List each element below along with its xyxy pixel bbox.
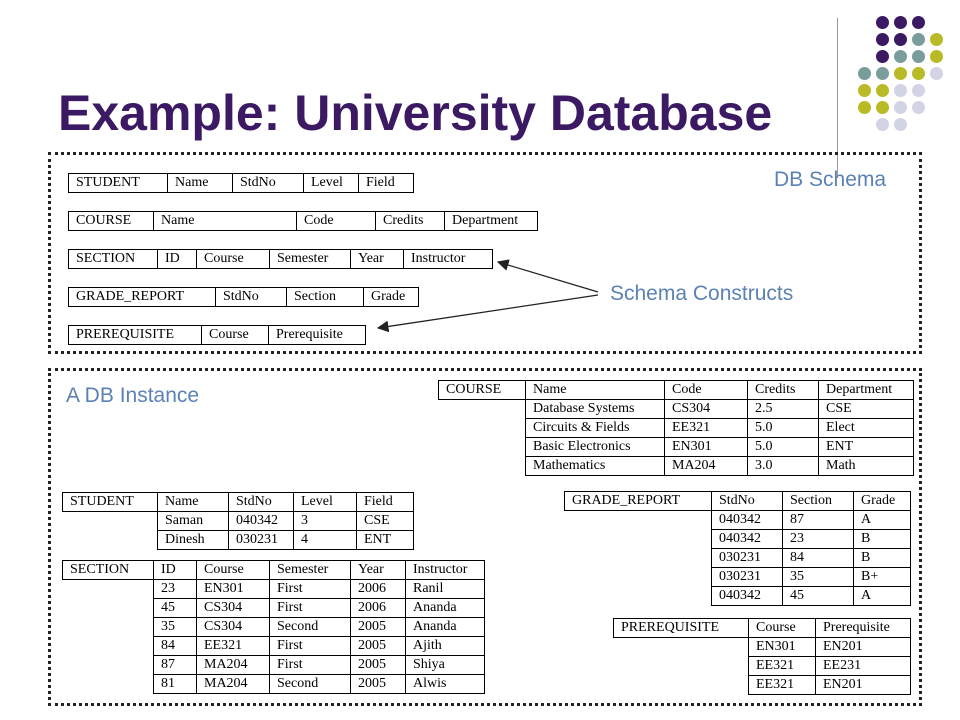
column-header: Year (351, 561, 406, 580)
schema-cell: PREREQUISITE (69, 326, 202, 345)
table-cell: 2006 (351, 599, 406, 618)
table-row (63, 675, 485, 694)
table-cell: EN201 (816, 638, 911, 657)
table-cell: EN301 (197, 580, 270, 599)
db-schema-label: DB Schema (774, 168, 887, 191)
table-cell: Shiya (406, 656, 485, 675)
table-cell: Second (270, 618, 351, 637)
table-row (63, 580, 485, 599)
instance-section-table (62, 560, 485, 694)
column-header: Field (357, 493, 414, 512)
table-header-row (63, 493, 414, 512)
table-cell: EE321 (749, 657, 816, 676)
table-row (63, 599, 485, 618)
table-cell: EE321 (749, 676, 816, 695)
table-cell: 5.0 (748, 419, 819, 438)
blank-cell (614, 638, 749, 657)
table-name: GRADE_REPORT (565, 492, 712, 511)
column-header: Grade (854, 492, 911, 511)
table-cell: Ananda (406, 618, 485, 637)
column-header: Code (665, 381, 748, 400)
table-row (439, 419, 914, 438)
column-header: Course (749, 619, 816, 638)
table-cell: Mathematics (526, 457, 665, 476)
table-name: COURSE (439, 381, 526, 400)
table-cell: CSE (357, 512, 414, 531)
table-cell: Ananda (406, 599, 485, 618)
table-cell: 3 (294, 512, 357, 531)
blank-cell (63, 637, 154, 656)
table-row (565, 549, 911, 568)
table-cell: 84 (154, 637, 197, 656)
db-instance-label: A DB Instance (66, 384, 200, 407)
table-cell: Database Systems (526, 400, 665, 419)
column-header: Department (819, 381, 914, 400)
table-row (63, 618, 485, 637)
table-cell: 2005 (351, 637, 406, 656)
instance-student-table (62, 492, 414, 550)
schema-cell: Name (168, 174, 233, 193)
instance-course-table (438, 380, 914, 476)
column-header: Name (526, 381, 665, 400)
table-cell: EN301 (749, 638, 816, 657)
table-cell: A (854, 511, 911, 530)
column-header: Credits (748, 381, 819, 400)
table-cell: EE231 (816, 657, 911, 676)
table-row (63, 531, 414, 550)
table-cell: Saman (158, 512, 229, 531)
table-cell: 030231 (712, 568, 783, 587)
blank-cell (439, 438, 526, 457)
table-cell: 23 (783, 530, 854, 549)
schema-cell: Field (359, 174, 414, 193)
blank-cell (63, 656, 154, 675)
table-cell: 45 (154, 599, 197, 618)
table-cell: 35 (154, 618, 197, 637)
table-cell: First (270, 580, 351, 599)
table-header-row (565, 492, 911, 511)
blank-cell (63, 512, 158, 531)
table-cell: 040342 (712, 530, 783, 549)
table-cell: 2.5 (748, 400, 819, 419)
table-cell: Alwis (406, 675, 485, 694)
column-header: StdNo (712, 492, 783, 511)
table-cell: A (854, 587, 911, 606)
schema-cell: Code (297, 212, 376, 231)
table-cell: ENT (357, 531, 414, 550)
schema-cell: Prerequisite (269, 326, 366, 345)
instance-prerequisite-table (613, 618, 911, 695)
table-cell: 4 (294, 531, 357, 550)
table-cell: B (854, 530, 911, 549)
table-row (565, 587, 911, 606)
slide-title: Example: University Database (58, 85, 773, 141)
table-header-row (439, 381, 914, 400)
schema-cell: Section (287, 288, 364, 307)
table-row (63, 637, 485, 656)
table-header-row (63, 561, 485, 580)
blank-cell (439, 400, 526, 419)
table-cell: Circuits & Fields (526, 419, 665, 438)
table-cell: Elect (819, 419, 914, 438)
schema-cell: StdNo (216, 288, 287, 307)
schema-cell: COURSE (69, 212, 154, 231)
blank-cell (565, 549, 712, 568)
schema-cell: Credits (376, 212, 445, 231)
instance-grade-report-table (564, 491, 911, 606)
blank-cell (439, 457, 526, 476)
table-cell: 030231 (229, 531, 294, 550)
blank-cell (614, 657, 749, 676)
table-cell: MA204 (665, 457, 748, 476)
table-cell: Ajith (406, 637, 485, 656)
table-cell: 35 (783, 568, 854, 587)
table-row (63, 656, 485, 675)
table-cell: EN201 (816, 676, 911, 695)
schema-cell: Course (197, 250, 270, 269)
table-cell: Second (270, 675, 351, 694)
table-row (565, 511, 911, 530)
table-row (565, 568, 911, 587)
blank-cell (565, 530, 712, 549)
table-cell: First (270, 656, 351, 675)
column-header: Instructor (406, 561, 485, 580)
table-cell: 3.0 (748, 457, 819, 476)
column-header: Course (197, 561, 270, 580)
arrow-to-section (498, 262, 598, 292)
table-cell: 2005 (351, 618, 406, 637)
schema-cell: SECTION (69, 250, 158, 269)
schema-cell: StdNo (233, 174, 304, 193)
blank-cell (565, 568, 712, 587)
schema-cell: Level (304, 174, 359, 193)
table-name: SECTION (63, 561, 154, 580)
table-cell: CS304 (665, 400, 748, 419)
table-cell: MA204 (197, 656, 270, 675)
blank-cell (63, 531, 158, 550)
blank-cell (63, 599, 154, 618)
schema-cell: GRADE_REPORT (69, 288, 216, 307)
table-cell: 81 (154, 675, 197, 694)
table-cell: 2005 (351, 656, 406, 675)
schema-cell: STUDENT (69, 174, 168, 193)
schema-cell: ID (158, 250, 197, 269)
table-cell: 87 (783, 511, 854, 530)
table-cell: 040342 (229, 512, 294, 531)
table-name: STUDENT (63, 493, 158, 512)
table-row (63, 512, 414, 531)
blank-cell (565, 511, 712, 530)
table-cell: 5.0 (748, 438, 819, 457)
table-header-row (614, 619, 911, 638)
schema-cell: Year (351, 250, 404, 269)
table-cell: ENT (819, 438, 914, 457)
table-cell: B+ (854, 568, 911, 587)
table-cell: Dinesh (158, 531, 229, 550)
schema-cell: Department (445, 212, 538, 231)
column-header: Name (158, 493, 229, 512)
table-name: PREREQUISITE (614, 619, 749, 638)
schema-cell: Instructor (404, 250, 493, 269)
blank-cell (614, 676, 749, 695)
schema-cell: Course (202, 326, 269, 345)
table-cell: 84 (783, 549, 854, 568)
table-cell: EE321 (197, 637, 270, 656)
schema-cell: Grade (364, 288, 419, 307)
table-cell: MA204 (197, 675, 270, 694)
table-row (439, 438, 914, 457)
table-row (614, 638, 911, 657)
table-cell: CS304 (197, 618, 270, 637)
table-cell: CSE (819, 400, 914, 419)
column-header: Semester (270, 561, 351, 580)
blank-cell (63, 618, 154, 637)
schema-cell: Semester (270, 250, 351, 269)
table-cell: First (270, 599, 351, 618)
table-cell: EE321 (665, 419, 748, 438)
table-cell: 030231 (712, 549, 783, 568)
table-cell: 45 (783, 587, 854, 606)
table-row (439, 457, 914, 476)
table-cell: 23 (154, 580, 197, 599)
table-cell: 2005 (351, 675, 406, 694)
blank-cell (63, 580, 154, 599)
table-cell: 87 (154, 656, 197, 675)
table-cell: Math (819, 457, 914, 476)
schema-constructs-label: Schema Constructs (610, 282, 794, 305)
table-row (439, 400, 914, 419)
table-cell: First (270, 637, 351, 656)
table-row (565, 530, 911, 549)
blank-cell (63, 675, 154, 694)
blank-cell (439, 419, 526, 438)
schema-cell: Name (154, 212, 297, 231)
column-header: Level (294, 493, 357, 512)
column-header: ID (154, 561, 197, 580)
column-header: StdNo (229, 493, 294, 512)
table-row (614, 657, 911, 676)
table-row (614, 676, 911, 695)
table-cell: 040342 (712, 587, 783, 606)
table-cell: Basic Electronics (526, 438, 665, 457)
table-cell: B (854, 549, 911, 568)
blank-cell (565, 587, 712, 606)
column-header: Prerequisite (816, 619, 911, 638)
arrow-to-prerequisite (378, 295, 598, 328)
column-header: Section (783, 492, 854, 511)
table-cell: 2006 (351, 580, 406, 599)
table-cell: 040342 (712, 511, 783, 530)
table-cell: EN301 (665, 438, 748, 457)
table-cell: Ranil (406, 580, 485, 599)
table-cell: CS304 (197, 599, 270, 618)
